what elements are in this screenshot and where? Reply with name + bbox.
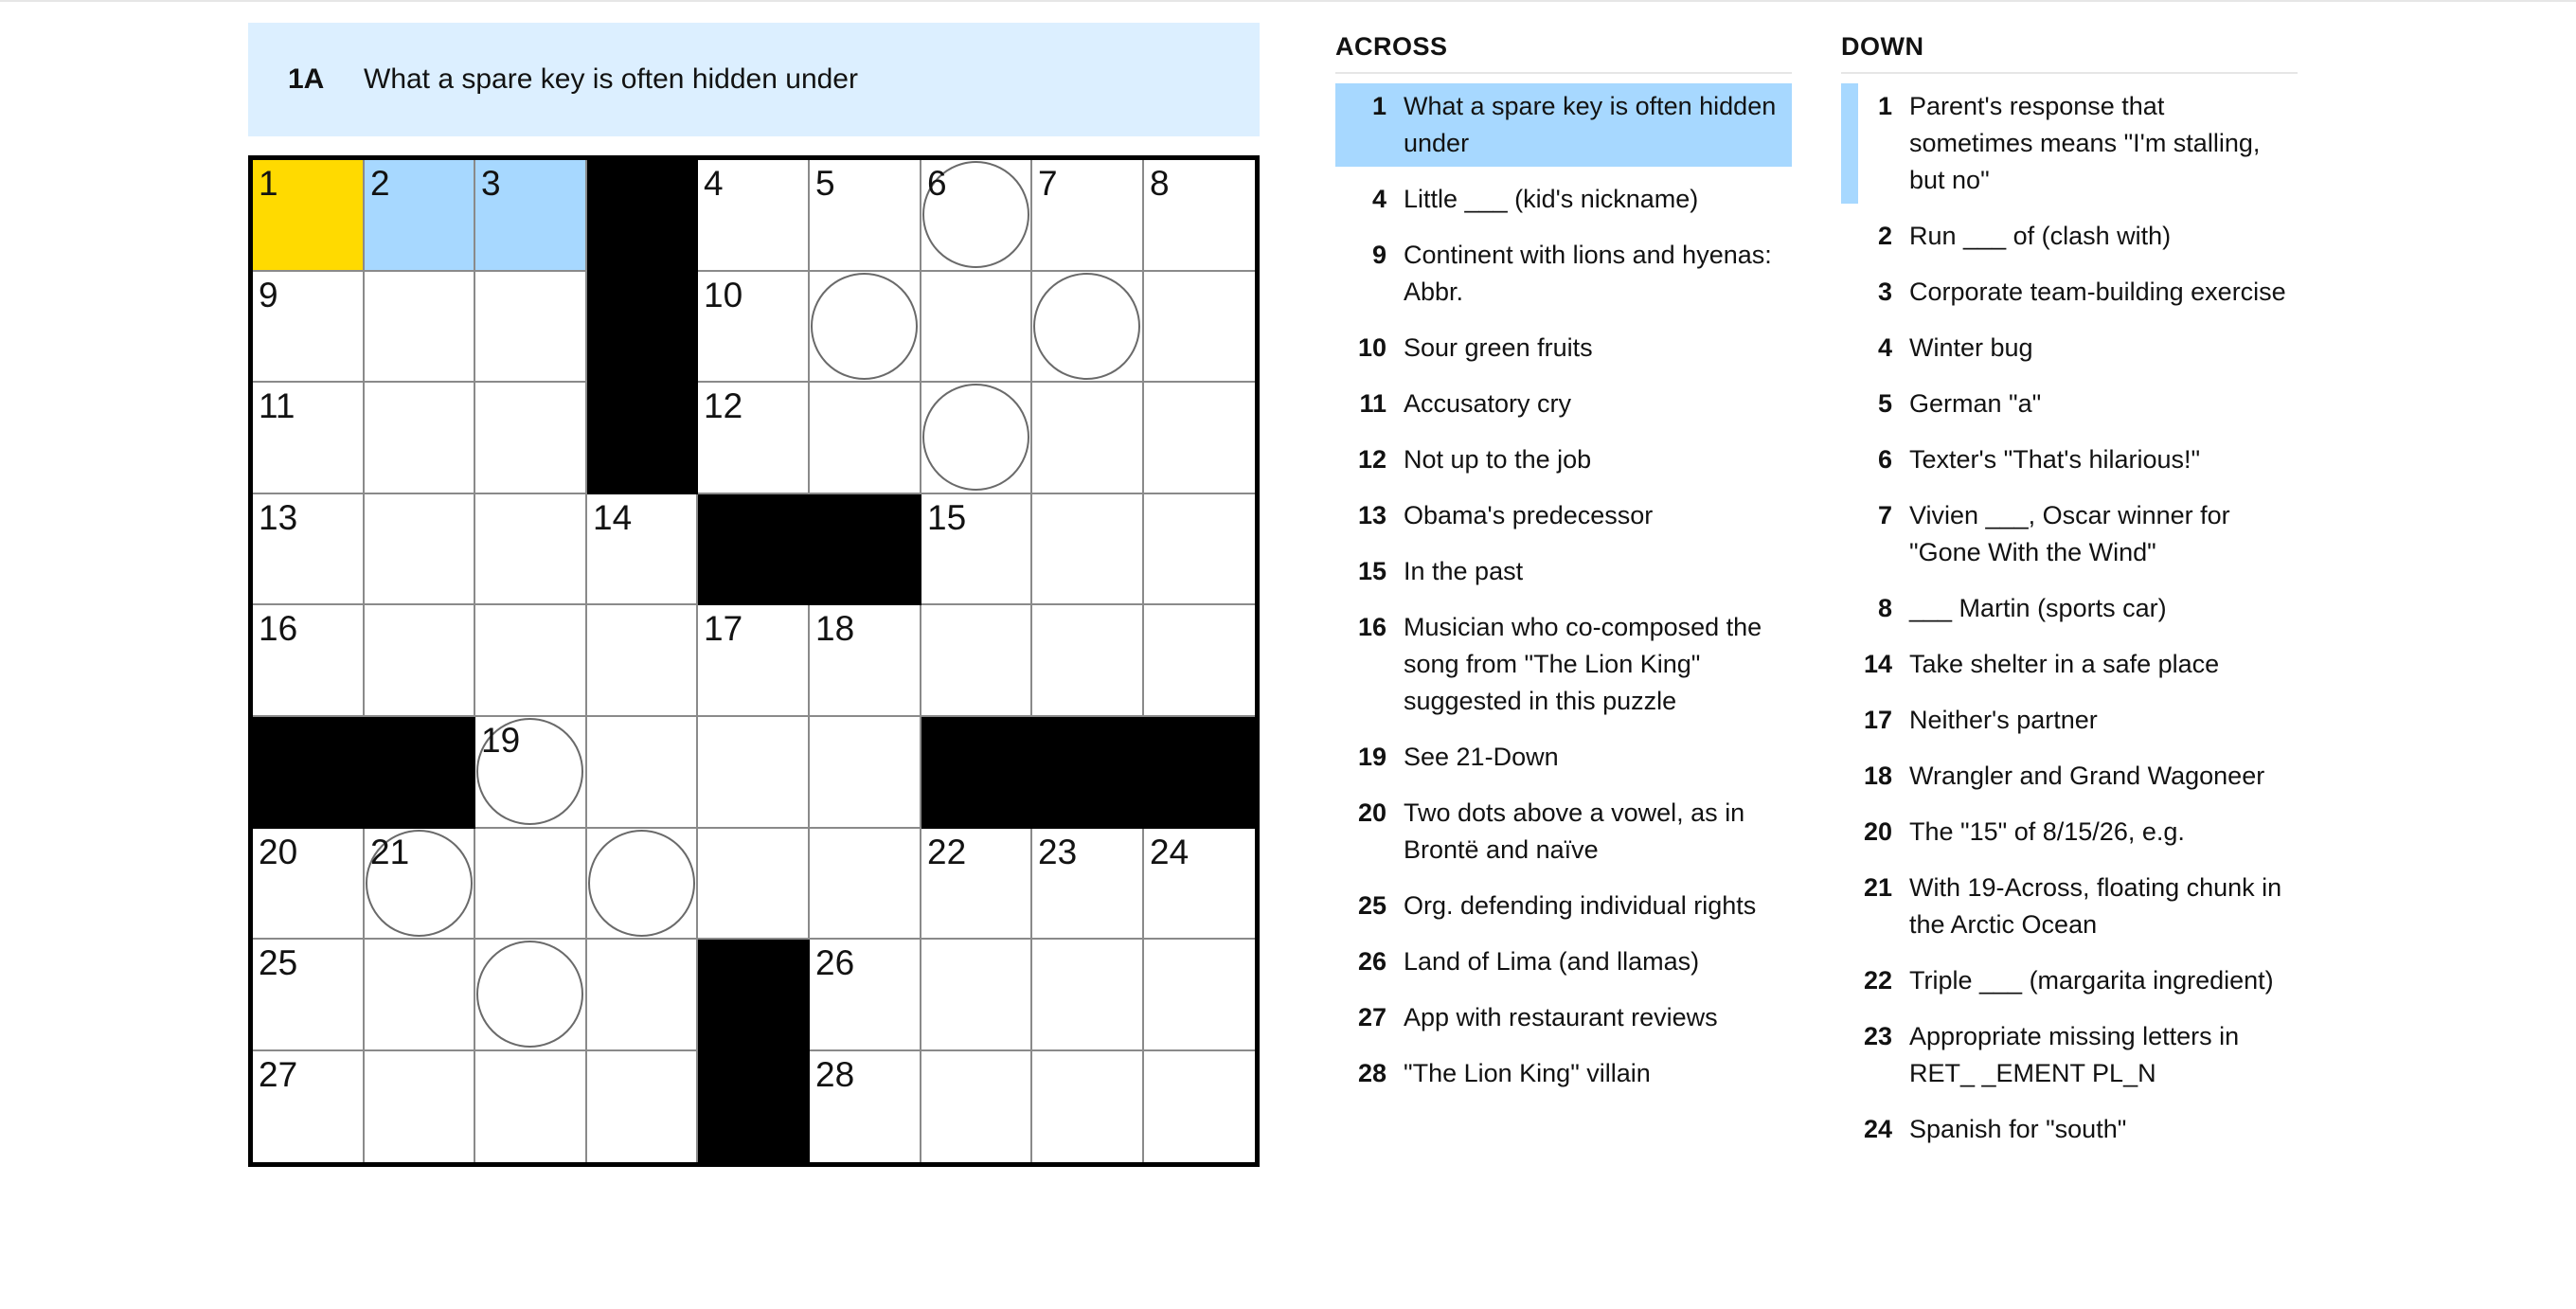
black-square (698, 494, 810, 605)
grid-cell-r7c6[interactable] (810, 829, 921, 940)
grid-cell-r1c8[interactable] (1032, 160, 1144, 272)
clue-number: 4 (1877, 333, 1892, 362)
grid-cell-r2c9[interactable] (1144, 272, 1255, 383)
down-clue-2[interactable] (1841, 213, 2298, 260)
grid-cell-r2c8[interactable] (1032, 272, 1144, 383)
down-clue-17[interactable] (1841, 697, 2298, 744)
clue-number: 14 (1863, 650, 1892, 678)
clue-number: 25 (1357, 891, 1386, 920)
clue-number: 16 (1357, 613, 1386, 641)
across-clue-10[interactable] (1335, 325, 1792, 371)
grid-cell-r1c1[interactable] (253, 160, 365, 272)
across-clue-28[interactable] (1335, 1050, 1792, 1097)
grid-cell-r9c3[interactable] (475, 1051, 587, 1162)
across-clue-9[interactable] (1335, 232, 1792, 315)
across-clue-16[interactable] (1335, 604, 1792, 725)
grid-cell-r4c8[interactable] (1032, 494, 1144, 605)
across-clue-4[interactable] (1335, 176, 1792, 223)
clue-text: Spanish for "south" (1909, 1115, 2127, 1143)
down-clue-24[interactable] (1841, 1106, 2298, 1153)
down-clue-6[interactable] (1841, 437, 2298, 483)
grid-cell-r6c5[interactable] (698, 717, 810, 829)
clue-text: Musician who co-composed the song from "The Lion King" suggested in this puzzle (1404, 613, 1762, 715)
clue-text: Vivien ___, Oscar winner for "Gone With the Wind" (1909, 501, 2230, 566)
cell-number: 9 (259, 276, 278, 314)
cell-number: 27 (259, 1055, 298, 1094)
black-square (698, 940, 810, 1051)
grid-cell-r5c5[interactable] (698, 605, 810, 717)
clue-text: In the past (1404, 557, 1524, 585)
cell-number: 1 (259, 164, 278, 203)
grid-cell-r3c2[interactable] (365, 383, 475, 494)
clue-text: ___ Martin (sports car) (1909, 594, 2167, 622)
grid-cell-r4c1[interactable] (253, 494, 365, 605)
cell-number: 12 (704, 386, 743, 425)
clue-number: 3 (1877, 278, 1892, 306)
cell-number: 23 (1038, 833, 1078, 871)
cell-number: 4 (704, 164, 724, 203)
across-clue-26[interactable] (1335, 939, 1792, 985)
clue-text: Land of Lima (and llamas) (1404, 947, 1700, 976)
cell-number: 22 (927, 833, 967, 871)
clue-number: 20 (1357, 798, 1386, 827)
black-square (587, 383, 698, 494)
clue-text: German "a" (1909, 389, 2042, 418)
grid-cell-r1c7[interactable] (921, 160, 1032, 272)
grid-cell-r5c9[interactable] (1144, 605, 1255, 717)
across-clue-list (1335, 32, 1792, 1106)
clue-text: See 21-Down (1404, 743, 1559, 771)
clue-number: 4 (1371, 185, 1386, 213)
grid-cell-r7c5[interactable] (698, 829, 810, 940)
clue-number: 2 (1877, 222, 1892, 250)
grid-cell-r4c3[interactable] (475, 494, 587, 605)
clue-text: Accusatory cry (1404, 389, 1572, 418)
grid-cell-r8c9[interactable] (1144, 940, 1255, 1051)
black-square (1032, 717, 1144, 829)
clue-number: 22 (1863, 966, 1892, 995)
cell-number: 14 (593, 498, 633, 537)
across-clue-15[interactable] (1335, 548, 1792, 595)
black-square (365, 717, 475, 829)
grid-cell-r7c3[interactable] (475, 829, 587, 940)
grid-cell-r5c6[interactable] (810, 605, 921, 717)
down-clue-3[interactable] (1841, 269, 2298, 315)
down-clue-20[interactable] (1841, 809, 2298, 855)
grid-cell-r1c2[interactable] (365, 160, 475, 272)
grid-cell-r5c1[interactable] (253, 605, 365, 717)
circle-marker (922, 384, 1029, 491)
clue-number: 18 (1863, 762, 1892, 790)
clue-number: 23 (1863, 1022, 1892, 1050)
cell-number: 21 (370, 833, 410, 871)
black-square (921, 717, 1032, 829)
grid-cell-r1c3[interactable] (475, 160, 587, 272)
grid-cell-r8c7[interactable] (921, 940, 1032, 1051)
grid-cell-r5c4[interactable] (587, 605, 698, 717)
current-clue-label: 1A (288, 63, 325, 95)
clue-number: 11 (1359, 389, 1386, 418)
clue-text: Winter bug (1909, 333, 2033, 362)
grid-cell-r9c2[interactable] (365, 1051, 475, 1162)
clue-text: Two dots above a vowel, as in Brontë and naïve (1404, 798, 1745, 864)
grid-cell-r3c6[interactable] (810, 383, 921, 494)
grid-cell-r8c3[interactable] (475, 940, 587, 1051)
across-clue-25[interactable] (1335, 883, 1792, 929)
grid-cell-r2c2[interactable] (365, 272, 475, 383)
grid-cell-r7c9[interactable] (1144, 829, 1255, 940)
cell-number: 16 (259, 609, 298, 648)
clue-text: Wrangler and Grand Wagoneer (1909, 762, 2265, 790)
clue-text: The "15" of 8/15/26, e.g. (1909, 817, 2185, 846)
grid-cell-r1c5[interactable] (698, 160, 810, 272)
circle-marker (811, 273, 918, 380)
top-divider (0, 0, 2576, 2)
cell-number: 11 (259, 386, 295, 425)
grid-cell-r8c8[interactable] (1032, 940, 1144, 1051)
clue-number: 5 (1877, 389, 1892, 418)
cell-number: 15 (927, 498, 967, 537)
clue-text: Triple ___ (margarita ingredient) (1909, 966, 2274, 995)
grid-cell-r2c5[interactable] (698, 272, 810, 383)
across-clue-1[interactable] (1335, 83, 1792, 167)
clue-text: Neither's partner (1909, 706, 2098, 734)
across-clue-20[interactable] (1335, 790, 1792, 873)
current-clue-text: What a spare key is often hidden under (364, 63, 858, 95)
clue-text: Obama's predecessor (1404, 501, 1654, 529)
grid-cell-r5c3[interactable] (475, 605, 587, 717)
grid-cell-r9c9[interactable] (1144, 1051, 1255, 1162)
cell-number: 3 (481, 164, 501, 203)
clue-text: Run ___ of (clash with) (1909, 222, 2172, 250)
clue-text: With 19-Across, floating chunk in the Arctic Ocean (1909, 873, 2282, 939)
grid-cell-r7c2[interactable] (365, 829, 475, 940)
grid-cell-r3c9[interactable] (1144, 383, 1255, 494)
clue-number: 13 (1357, 501, 1386, 529)
cell-number: 13 (259, 498, 298, 537)
clue-text: Appropriate missing letters in RET_ _EMENT PL_N (1909, 1022, 2240, 1087)
clue-number: 15 (1357, 557, 1386, 585)
grid-cell-r3c8[interactable] (1032, 383, 1144, 494)
grid-cell-r4c2[interactable] (365, 494, 475, 605)
cell-number: 2 (370, 164, 390, 203)
clue-number: 12 (1357, 445, 1386, 474)
grid-cell-r8c1[interactable] (253, 940, 365, 1051)
clue-text: Org. defending individual rights (1404, 891, 1757, 920)
cell-number: 17 (704, 609, 743, 648)
clue-text: Corporate team-building exercise (1909, 278, 2286, 306)
cell-number: 8 (1150, 164, 1170, 203)
grid-cell-r7c8[interactable] (1032, 829, 1144, 940)
cell-number: 24 (1150, 833, 1190, 871)
clue-text: App with restaurant reviews (1404, 1003, 1718, 1031)
clue-number: 17 (1863, 706, 1892, 734)
grid-cell-r5c8[interactable] (1032, 605, 1144, 717)
clue-text: Texter's "That's hilarious!" (1909, 445, 2201, 474)
grid-cell-r2c7[interactable] (921, 272, 1032, 383)
down-clue-4[interactable] (1841, 325, 2298, 371)
clue-number: 1 (1877, 92, 1892, 120)
grid-cell-r9c1[interactable] (253, 1051, 365, 1162)
black-square (587, 272, 698, 383)
clue-number: 19 (1357, 743, 1386, 771)
clue-text: What a spare key is often hidden under (1404, 92, 1777, 157)
grid-cell-r3c3[interactable] (475, 383, 587, 494)
clue-text: Parent's response that sometimes means "I'm stalling, but no" (1909, 92, 2261, 194)
black-square (810, 494, 921, 605)
crossword-grid[interactable] (248, 155, 1260, 1167)
down-clue-7[interactable] (1841, 493, 2298, 576)
across-clue-12[interactable] (1335, 437, 1792, 483)
down-clue-8[interactable] (1841, 585, 2298, 632)
across-clue-19[interactable] (1335, 734, 1792, 780)
grid-cell-r9c4[interactable] (587, 1051, 698, 1162)
grid-cell-r7c1[interactable] (253, 829, 365, 940)
grid-cell-r7c7[interactable] (921, 829, 1032, 940)
down-clue-22[interactable] (1841, 958, 2298, 1004)
cell-number: 28 (815, 1055, 855, 1094)
grid-cell-r1c6[interactable] (810, 160, 921, 272)
grid-cell-r2c1[interactable] (253, 272, 365, 383)
grid-cell-r6c3[interactable] (475, 717, 587, 829)
clue-number: 8 (1877, 594, 1892, 622)
across-clue-27[interactable] (1335, 995, 1792, 1041)
cell-number: 18 (815, 609, 855, 648)
grid-cell-r5c2[interactable] (365, 605, 475, 717)
grid-cell-r4c7[interactable] (921, 494, 1032, 605)
down-clue-1[interactable] (1841, 83, 2298, 204)
black-square (1144, 717, 1255, 829)
clue-number: 20 (1863, 817, 1892, 846)
black-square (587, 160, 698, 272)
down-clue-5[interactable] (1841, 381, 2298, 427)
clue-number: 7 (1877, 501, 1892, 529)
cell-number: 20 (259, 833, 298, 871)
black-square (698, 1051, 810, 1162)
cell-number: 5 (815, 164, 835, 203)
grid-cell-r2c6[interactable] (810, 272, 921, 383)
grid-cell-r6c4[interactable] (587, 717, 698, 829)
down-clue-23[interactable] (1841, 1013, 2298, 1097)
clue-number: 26 (1357, 947, 1386, 976)
cell-number: 25 (259, 943, 298, 982)
clue-number: 6 (1877, 445, 1892, 474)
grid-cell-r4c4[interactable] (587, 494, 698, 605)
grid-cell-r3c1[interactable] (253, 383, 365, 494)
down-clue-21[interactable] (1841, 865, 2298, 948)
grid-cell-r6c6[interactable] (810, 717, 921, 829)
cell-number: 7 (1038, 164, 1058, 203)
clue-number: 9 (1371, 241, 1386, 269)
clue-text: Not up to the job (1404, 445, 1592, 474)
across-clue-13[interactable] (1335, 493, 1792, 539)
cell-number: 26 (815, 943, 855, 982)
grid-cell-r9c8[interactable] (1032, 1051, 1144, 1162)
clue-number: 10 (1357, 333, 1386, 362)
across-heading: ACROSS (1335, 32, 1792, 74)
clue-number: 28 (1357, 1059, 1386, 1087)
grid-cell-r9c6[interactable] (810, 1051, 921, 1162)
grid-cell-r8c6[interactable] (810, 940, 921, 1051)
down-heading: DOWN (1841, 32, 2298, 74)
cell-number: 6 (927, 164, 947, 203)
grid-cell-r3c7[interactable] (921, 383, 1032, 494)
circle-marker (476, 941, 583, 1048)
grid-cell-r8c4[interactable] (587, 940, 698, 1051)
grid-cell-r1c9[interactable] (1144, 160, 1255, 272)
clue-number: 24 (1863, 1115, 1892, 1143)
clue-text: Take shelter in a safe place (1909, 650, 2220, 678)
grid-cell-r7c4[interactable] (587, 829, 698, 940)
grid-cell-r3c5[interactable] (698, 383, 810, 494)
clue-text: Little ___ (kid's nickname) (1404, 185, 1699, 213)
clue-text: Sour green fruits (1404, 333, 1593, 362)
clue-number: 27 (1357, 1003, 1386, 1031)
grid-cell-r2c3[interactable] (475, 272, 587, 383)
down-clue-14[interactable] (1841, 641, 2298, 688)
clue-number: 1 (1371, 92, 1386, 120)
grid-cell-r5c7[interactable] (921, 605, 1032, 717)
grid-cell-r8c2[interactable] (365, 940, 475, 1051)
circle-marker (588, 830, 695, 937)
grid-cell-r9c7[interactable] (921, 1051, 1032, 1162)
clue-text: "The Lion King" villain (1404, 1059, 1651, 1087)
down-clue-list (1841, 32, 2298, 1162)
cell-number: 10 (704, 276, 743, 314)
down-clue-18[interactable] (1841, 753, 2298, 799)
clue-text: Continent with lions and hyenas: Abbr. (1404, 241, 1772, 306)
current-clue-bar (248, 23, 1260, 136)
cell-number: 19 (481, 721, 521, 760)
grid-cell-r4c9[interactable] (1144, 494, 1255, 605)
clue-number: 21 (1863, 873, 1892, 902)
across-clue-11[interactable] (1335, 381, 1792, 427)
circle-marker (1033, 273, 1140, 380)
black-square (253, 717, 365, 829)
